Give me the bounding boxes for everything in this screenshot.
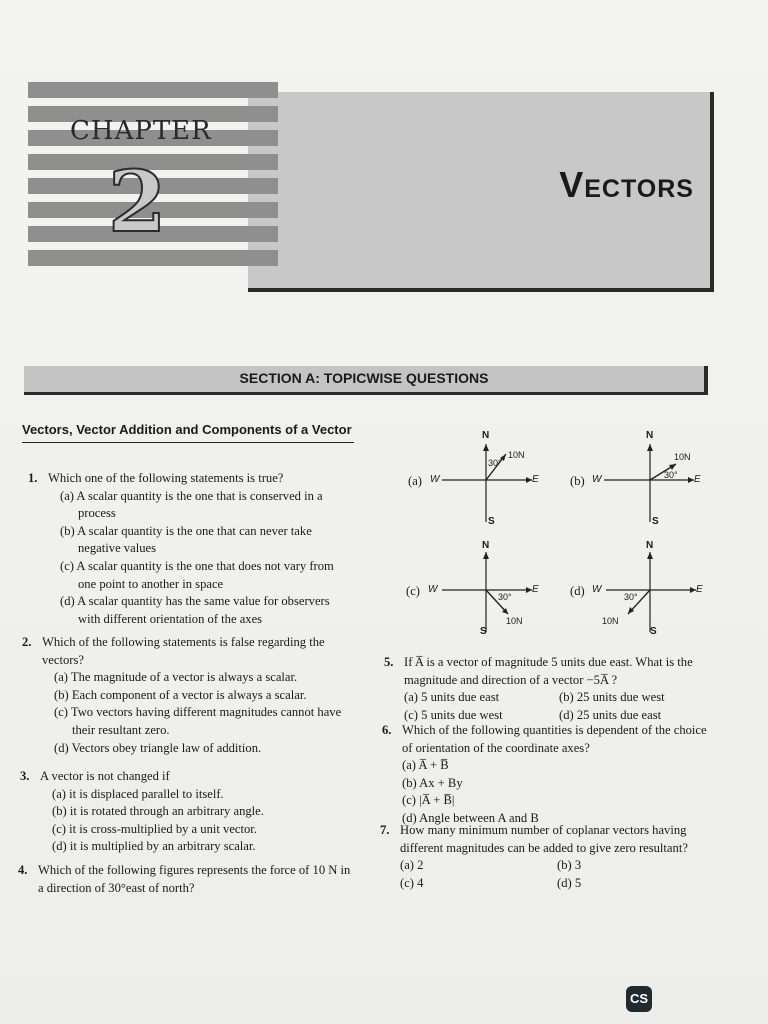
north-label: N xyxy=(482,430,490,441)
option-c: (c) 4 xyxy=(400,875,424,890)
section-header xyxy=(24,366,708,395)
question-stem: Which of the following statements is false regarding the vectors? xyxy=(42,635,325,667)
options-row xyxy=(400,857,714,875)
options-row xyxy=(404,689,714,707)
question-number: 6. xyxy=(382,723,392,737)
question-stem: If A̅ is a vector of magnitude 5 units due east. What is the magnitude and direction of a vector −5A̅ ? xyxy=(404,655,693,687)
south-label: S xyxy=(488,516,495,527)
question-number: 4. xyxy=(18,863,28,877)
question-stem: Which one of the following statements is true? xyxy=(48,471,284,485)
north-label: N xyxy=(482,540,490,551)
option-a: (a) 2 xyxy=(400,858,424,873)
east-label: E xyxy=(696,584,703,595)
question-number: 7. xyxy=(380,823,390,837)
angle-label: 30° xyxy=(664,470,678,480)
option-c: (c) it is cross-multiplied by a unit vector. xyxy=(52,821,257,836)
question-2 xyxy=(22,634,354,757)
section-header-text: SECTION A: TOPICWISE QUESTIONS xyxy=(239,370,489,386)
east-label: E xyxy=(694,474,701,485)
force-label: 10N xyxy=(508,450,525,460)
south-label: S xyxy=(652,516,659,527)
angle-label: 30° xyxy=(488,458,502,468)
west-label: W xyxy=(592,584,602,595)
camscanner-badge-icon: CS xyxy=(626,986,652,1012)
option-d: (d) A scalar quantity has the same value for observers with different orientation of the axes xyxy=(60,594,330,626)
option-b: (b) 3 xyxy=(557,858,582,873)
diagram-label: (c) xyxy=(406,584,420,598)
question-stem: A vector is not changed if xyxy=(40,769,170,783)
option-c: (c) A scalar quantity is the one that does not vary from one point to another in space xyxy=(60,558,334,591)
question-1 xyxy=(28,470,354,628)
south-label: S xyxy=(480,626,487,637)
north-label: N xyxy=(646,430,654,441)
diagram-c xyxy=(402,540,552,645)
force-label: 10N xyxy=(674,452,691,462)
west-label: W xyxy=(428,584,438,595)
question-3 xyxy=(20,768,354,856)
force-label: 10N xyxy=(506,616,523,626)
option-b: (b) A scalar quantity is the one that can never take negative values xyxy=(60,523,312,556)
compass-diagram xyxy=(402,430,552,530)
angle-label: 30° xyxy=(624,592,638,602)
option-b: (b) Ax + By xyxy=(402,775,463,790)
option-a: (a) 5 units due east xyxy=(404,690,500,705)
topic-heading: Vectors, Vector Addition and Components of a Vector xyxy=(22,421,354,443)
west-label: W xyxy=(592,474,602,485)
option-b: (b) it is rotated through an arbitrary angle. xyxy=(52,804,264,819)
compass-diagram xyxy=(566,540,716,640)
question-number: 2. xyxy=(22,635,32,649)
option-a: (a) it is displaced parallel to itself. xyxy=(52,786,224,801)
option-c: (c) 5 units due west xyxy=(404,707,503,722)
option-b: (b) 25 units due west xyxy=(559,690,665,705)
south-label: S xyxy=(650,626,657,637)
option-c: (c) |A̅ + B̅| xyxy=(402,793,455,808)
force-label: 10N xyxy=(602,616,619,626)
question-stem: Which of the following figures represents the force of 10 N in a direction of 30°east of north? xyxy=(38,863,351,895)
east-label: E xyxy=(532,584,539,595)
question-number: 5. xyxy=(384,655,394,669)
option-a: (a) A scalar quantity is the one that is conserved in a process xyxy=(60,488,323,521)
chapter-title: Vectors xyxy=(559,164,694,205)
option-d: (d) it is multiplied by an arbitrary scalar. xyxy=(52,839,256,854)
diagram-b xyxy=(566,430,716,535)
chapter-label: CHAPTER xyxy=(70,116,212,146)
angle-label: 30° xyxy=(498,592,512,602)
question-4 xyxy=(18,862,354,897)
question-number: 1. xyxy=(28,471,38,485)
question-6 xyxy=(382,722,714,828)
question-number: 3. xyxy=(20,769,30,783)
diagram-a xyxy=(402,430,552,535)
question-stem: Which of the following quantities is dependent of the choice of orientation of the coordinate axes? xyxy=(402,723,707,755)
chapter-banner xyxy=(28,82,712,290)
question-stem: How many minimum number of coplanar vectors having different magnitudes can be added to give zero resultant? xyxy=(400,823,688,855)
option-d: (d) Angle between A and B xyxy=(402,810,539,825)
option-a: (a) The magnitude of a vector is always a scalar. xyxy=(54,670,298,685)
north-label: N xyxy=(646,540,654,551)
option-d: (d) Vectors obey triangle law of addition. xyxy=(54,740,262,755)
option-b: (b) Each component of a vector is always a scalar. xyxy=(54,687,307,702)
option-d: (d) 5 xyxy=(557,875,582,890)
compass-diagram xyxy=(402,540,552,640)
east-label: E xyxy=(532,474,539,485)
diagram-label: (b) xyxy=(570,474,585,488)
question-5 xyxy=(384,654,714,724)
option-c: (c) Two vectors having different magnitudes cannot have their resultant zero. xyxy=(54,705,342,737)
option-a: (a) A̅ + B̅ xyxy=(402,758,449,773)
west-label: W xyxy=(430,474,440,485)
diagram-label: (a) xyxy=(408,474,422,488)
diagram-label: (d) xyxy=(570,584,585,598)
chapter-number: 2 xyxy=(108,152,167,251)
option-d: (d) 25 units due east xyxy=(559,707,662,722)
question-7 xyxy=(380,822,714,892)
diagram-d xyxy=(566,540,716,645)
options-row xyxy=(400,875,714,893)
